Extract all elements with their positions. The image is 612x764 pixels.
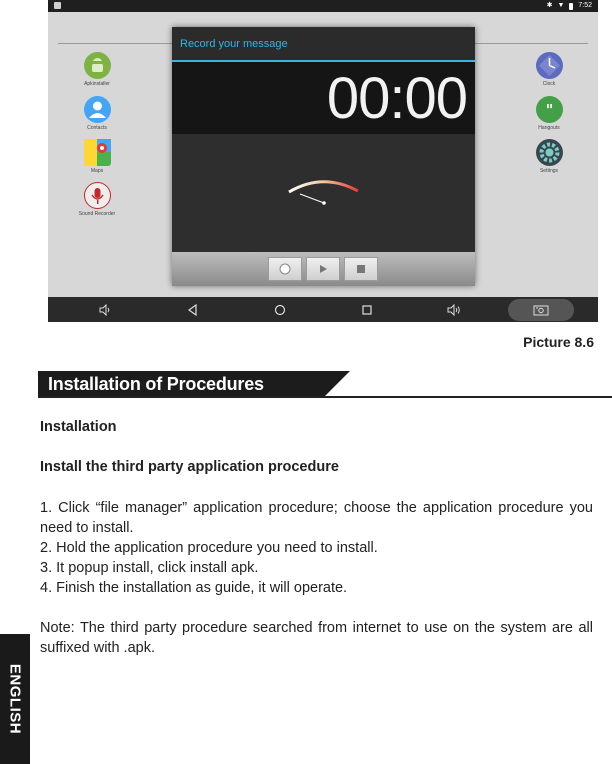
clock-icon bbox=[536, 52, 563, 79]
stop-icon bbox=[356, 264, 366, 274]
app-label: Clock bbox=[542, 81, 556, 87]
heading-installation: Installation bbox=[40, 419, 117, 435]
back-button[interactable] bbox=[178, 297, 208, 322]
step-1: 1. Click “file manager” application procedure; choose the application procedure you need to install. bbox=[40, 500, 593, 536]
microphone-icon bbox=[84, 182, 111, 209]
person-icon bbox=[84, 96, 111, 123]
app-label: Maps bbox=[90, 168, 104, 174]
status-time: 7:52 bbox=[578, 2, 592, 9]
play-button[interactable] bbox=[306, 257, 340, 281]
app-label: Sound Recorder bbox=[78, 211, 116, 217]
volume-up-icon bbox=[447, 304, 461, 316]
record-button[interactable] bbox=[268, 257, 302, 281]
map-pin-icon bbox=[84, 139, 111, 166]
app-maps[interactable] bbox=[67, 139, 127, 174]
timer-panel bbox=[172, 62, 475, 134]
gear-icon bbox=[536, 139, 563, 166]
note-paragraph: Note: The third party procedure searched from internet to use on the system are all suffixed with .apk. bbox=[40, 620, 593, 656]
app-hangouts[interactable] bbox=[519, 96, 579, 131]
app-clock[interactable] bbox=[519, 52, 579, 87]
screenshot-button[interactable] bbox=[508, 299, 574, 321]
timer-readout: 00:00 bbox=[326, 66, 467, 131]
status-bar bbox=[48, 0, 598, 12]
recents-button[interactable] bbox=[352, 297, 382, 322]
android-icon bbox=[84, 52, 111, 79]
step-3: 3. It popup install, click install apk. bbox=[40, 560, 259, 576]
home-button[interactable] bbox=[265, 297, 295, 322]
quote-bubble-icon bbox=[536, 96, 563, 123]
bluetooth-icon: ✱ bbox=[546, 2, 553, 9]
volume-down-button[interactable] bbox=[90, 297, 120, 322]
language-tab bbox=[0, 634, 30, 764]
section-banner bbox=[38, 371, 350, 397]
app-contacts[interactable] bbox=[67, 96, 127, 131]
level-meter bbox=[172, 134, 475, 252]
recorder-controls bbox=[172, 252, 475, 286]
dialog-title: Record your message bbox=[180, 38, 288, 50]
camera-icon bbox=[533, 304, 549, 316]
figure-caption: Picture 8.6 bbox=[523, 334, 594, 350]
play-icon bbox=[318, 264, 328, 274]
section-rule bbox=[38, 396, 612, 398]
record-icon bbox=[279, 263, 291, 275]
heading-third-party: Install the third party application procedure bbox=[40, 459, 339, 475]
app-label: Apkinstaller bbox=[84, 81, 110, 87]
meter-arc bbox=[289, 182, 358, 192]
section-title: Installation of Procedures bbox=[48, 374, 264, 394]
volume-up-button[interactable] bbox=[439, 297, 469, 322]
back-icon bbox=[187, 304, 199, 316]
app-label: Settings bbox=[539, 168, 559, 174]
wifi-icon: ▼ bbox=[557, 2, 565, 9]
home-icon bbox=[274, 304, 286, 316]
recents-icon bbox=[361, 304, 373, 316]
app-apkinstaller[interactable] bbox=[67, 52, 127, 87]
notification-icon bbox=[54, 2, 61, 9]
battery-icon bbox=[569, 3, 573, 10]
navigation-bar bbox=[48, 297, 598, 322]
volume-down-icon bbox=[99, 304, 111, 316]
stop-button[interactable] bbox=[344, 257, 378, 281]
step-2: 2. Hold the application procedure you need to install. bbox=[40, 540, 378, 556]
tablet-screenshot bbox=[48, 0, 598, 322]
step-4: 4. Finish the installation as guide, it will operate. bbox=[40, 580, 348, 596]
app-label: Hangouts bbox=[538, 125, 560, 131]
level-meter-gauge bbox=[172, 134, 475, 252]
meter-needle bbox=[300, 194, 324, 203]
app-sound-recorder[interactable] bbox=[67, 182, 127, 217]
app-label: Contacts bbox=[87, 125, 107, 131]
meter-pivot bbox=[322, 201, 326, 205]
language-tab-label: ENGLISH bbox=[6, 663, 24, 735]
svg-text:": " bbox=[545, 101, 553, 119]
app-settings[interactable] bbox=[519, 139, 579, 174]
record-dialog bbox=[172, 27, 475, 286]
